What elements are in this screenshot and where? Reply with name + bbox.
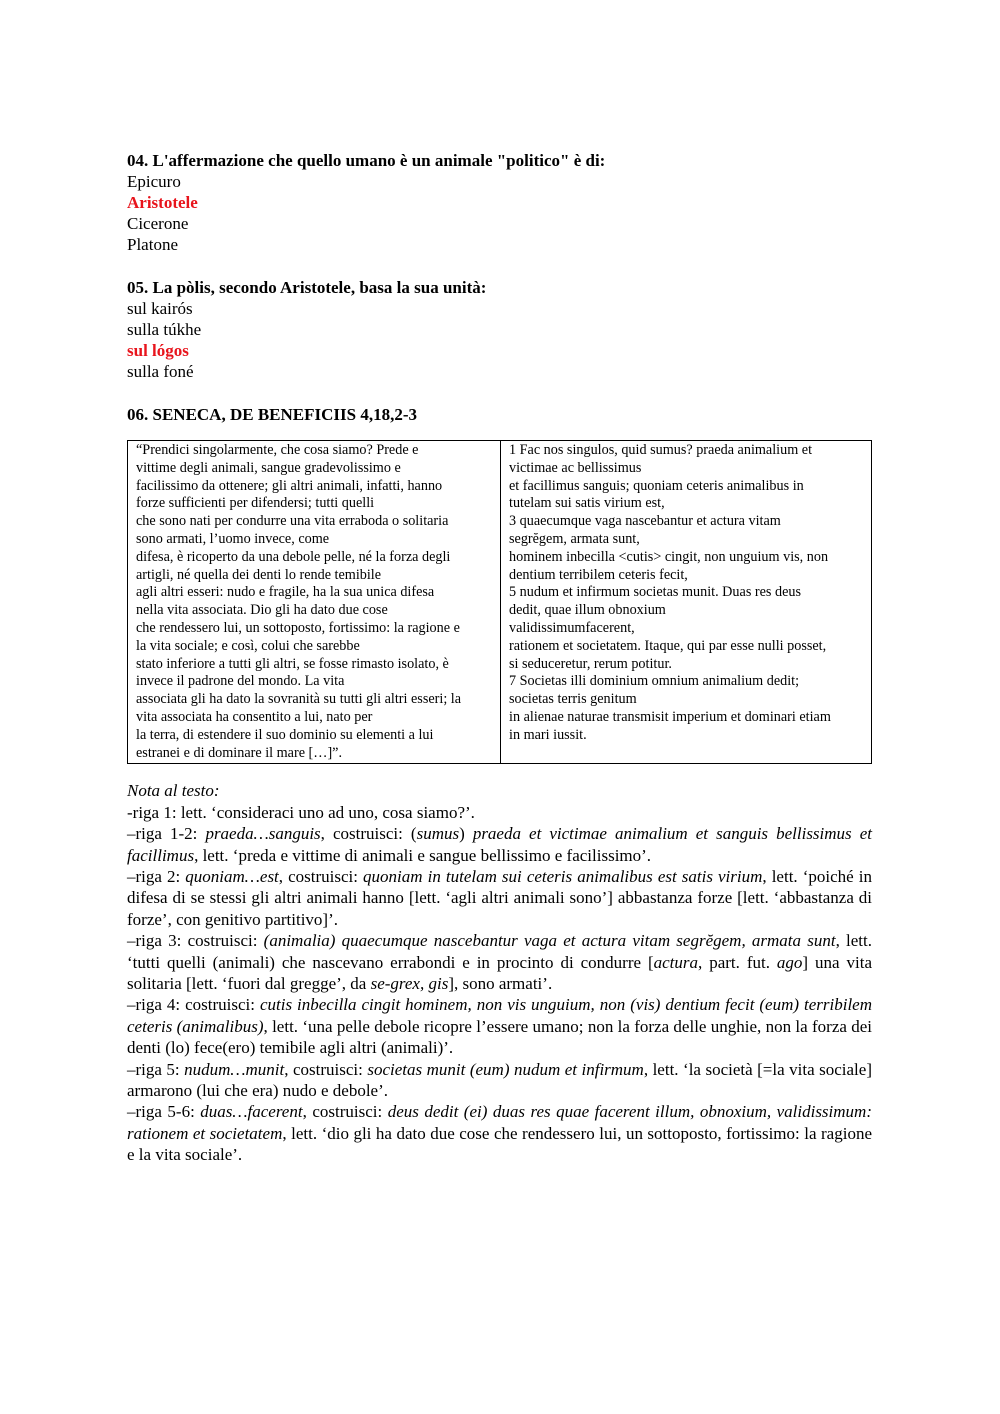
- italian-line: estranei e di dominare il mare […]”.: [136, 744, 343, 761]
- notes-heading: Nota al testo:: [127, 781, 220, 801]
- latin-line: 5 nudum et infirmum societas munit. Duas res deus: [509, 584, 801, 601]
- note-latin-phrase: duas…facerent: [200, 1102, 303, 1122]
- italian-line: invece il padrone del mondo. La vita: [136, 673, 345, 690]
- note-text: –riga 5:: [127, 1059, 185, 1079]
- note-item: [127, 1059, 872, 1102]
- note-text: , part. fut.: [698, 952, 777, 972]
- note-latin-phrase: praeda…sanguis: [205, 824, 321, 844]
- note-text: ] una vita solitaria [lett. ‘fuori dal gregge’, da: [127, 952, 872, 993]
- italian-line: che rendessero lui, un sottoposto, fortissimo: la ragione e: [136, 619, 460, 636]
- note-item: [127, 994, 872, 1058]
- italian-line: associata gli ha dato la sovranità su tutti gli altri esseri; la: [136, 691, 462, 708]
- note-latin-phrase: praeda et victimae animalium et sanguis bellissimus et facillimus: [127, 824, 872, 865]
- latin-line: dentium terribilem ceteris fecit,: [509, 566, 688, 583]
- italian-line: vita associata ha consentito a lui, nato per: [136, 708, 373, 725]
- note-text: , costruisci: (: [320, 824, 417, 844]
- note-text: , lett. ‘tutti quelli (animali) che nascevano errabondi e in procinto di condurre [: [127, 931, 873, 972]
- answer-option: Epicuro: [127, 172, 181, 191]
- italian-line: forze sufficienti per difendersi; tutti quelli: [136, 495, 375, 512]
- note-text: , costruisci:: [302, 1102, 388, 1122]
- latin-line: societas terris genitum: [509, 691, 637, 708]
- note-latin-phrase: nudum…munit: [184, 1059, 285, 1079]
- italian-line: nella vita associata. Dio gli ha dato due cose: [136, 602, 388, 619]
- note-latin-phrase: quoniam in tutelam sui ceteris animalibus est satis virium: [363, 866, 763, 886]
- latin-line: dedit, quae illum obnoxium: [509, 602, 666, 619]
- italian-line: stato inferiore a tutti gli altri, se fosse rimasto isolato, è: [136, 655, 449, 672]
- note-latin-phrase: quoniam…est: [185, 866, 279, 886]
- note-item: [127, 802, 872, 823]
- latin-line: 1 Fac nos singulos, quid sumus? praeda animalium et: [509, 442, 813, 458]
- translation-table: [127, 440, 872, 764]
- italian-line: facilissimo da ottenere; gli altri animali, infatti, hanno: [136, 477, 443, 494]
- note-latin-phrase: sumus: [416, 824, 460, 844]
- italian-line: “Prendici singolarmente, che cosa siamo? Prede e: [136, 442, 419, 458]
- question-05: [127, 277, 872, 382]
- note-text: –riga 3: costruisci:: [127, 931, 264, 951]
- italian-line: difesa, è ricoperto da una debole pelle, né la forza degli: [136, 548, 451, 565]
- latin-line: rationem et societatem. Itaque, qui par esse nulli posset,: [509, 637, 827, 654]
- latin-line: hominem inbecilla <cutis> cingit, non unguium vis, non: [509, 548, 829, 565]
- note-item: [127, 823, 872, 866]
- latin-line: victimae ac bellissimus: [509, 459, 642, 476]
- italian-line: agli altri esseri: nudo e fragile, ha la sua unica difesa: [136, 584, 435, 601]
- note-text: –riga 2:: [127, 866, 186, 886]
- note-text: , lett. ‘preda e vittime di animali e sangue bellissimo e facilissimo’.: [194, 845, 652, 865]
- italian-line: vittime degli animali, sangue gradevolissimo e: [136, 459, 401, 476]
- latin-line: et facillimus sanguis; quoniam ceteris animalibus in: [509, 477, 804, 494]
- notes-section: [127, 780, 872, 1165]
- italian-translation-cell: [128, 441, 501, 764]
- latin-line: validissimumfacerent,: [509, 619, 635, 636]
- latin-line: 7 Societas illi dominium omnium animalium dedit;: [509, 673, 800, 690]
- section-title: 06. SENECA, DE BENEFICIIS 4,18,2-3: [127, 405, 417, 424]
- note-item: [127, 1101, 872, 1165]
- note-latin-phrase: actura: [653, 952, 699, 972]
- italian-line: sono armati, l’uomo invece, come: [136, 530, 330, 547]
- latin-line: si seduceretur, rerum potitur.: [509, 655, 672, 672]
- latin-line: in mari iussit.: [509, 726, 587, 743]
- italian-line: la vita sociale; e così, colui che sarebbe: [136, 637, 360, 654]
- answer-option: Cicerone: [127, 214, 189, 233]
- answer-option: sulla foné: [127, 362, 194, 381]
- italian-line: la terra, di estendere il suo dominio su elementi a lui: [136, 726, 434, 743]
- note-text: ], sono armati’.: [448, 974, 553, 993]
- note-latin-phrase: ago: [776, 952, 803, 972]
- latin-line: in alienae naturae transmisit imperium et dominari etiam: [509, 708, 831, 725]
- latin-line: 3 quaecumque vaga nascebantur et actura vitam: [509, 513, 781, 530]
- answer-option-correct: sul lógos: [127, 341, 189, 360]
- note-latin-phrase: societas munit (eum) nudum et infirmum: [367, 1059, 644, 1079]
- note-item: [127, 866, 872, 930]
- question-04: [127, 150, 872, 255]
- answer-option: Platone: [127, 235, 178, 254]
- latin-line: segrĕgem, armata sunt,: [509, 530, 640, 547]
- question-title: 04. L'affermazione che quello umano è un animale "politico" è di:: [127, 151, 606, 170]
- note-text: –riga 4: costruisci:: [127, 995, 260, 1015]
- note-latin-phrase: cutis inbecilla cingit hominem, non vis unguium, non (vis) dentium fecit (eum) terribilem ceteris (animalibus): [127, 995, 872, 1036]
- note-latin-phrase: se-grex, gis: [370, 974, 449, 993]
- note-text: , lett. ‘la società [=la vita sociale] armarono (lui che era) nudo e debole’.: [127, 1059, 872, 1101]
- note-latin-phrase: (animalia) quaecumque nascebantur vaga et actura vitam segrĕgem, armata sunt: [263, 931, 836, 951]
- note-text: , lett. ‘una pelle debole ricopre l’essere umano; non la forza delle unghie, non la forza dei denti (lo) fece(ero) temibile agli altri (animali)’.: [127, 1016, 872, 1058]
- answer-option: sulla túkhe: [127, 320, 202, 339]
- note-text: –riga 1-2:: [127, 824, 206, 844]
- question-title: 05. La pòlis, secondo Aristotele, basa la sua unità:: [127, 278, 487, 297]
- latin-text-cell: [501, 441, 872, 764]
- italian-line: artigli, né quella dei denti lo rende temibile: [136, 566, 382, 583]
- note-text: , lett. ‘dio gli ha dato due cose che rendessero lui, un sottoposto, fortissimo: la ragione e la vita sociale’.: [127, 1123, 872, 1165]
- note-text: ): [459, 824, 473, 844]
- document-page: [127, 150, 872, 1166]
- note-item: [127, 930, 872, 994]
- note-text: , lett. ‘poiché in difesa di se stessi gli altri animali hanno [lett. ‘agli altri animali sono’] abbastanza forze [lett. ‘abbastanza di forze’, con genitivo partitivo]’.: [127, 866, 872, 929]
- italian-line: che sono nati per condurre una vita erraboda o solitaria: [136, 513, 449, 530]
- note-latin-phrase: deus dedit (ei) duas res quae facerent illum, obnoxium, validissimum: rationem et societatem: [127, 1102, 872, 1143]
- note-text: -riga 1: lett. ‘consideraci uno ad uno, cosa siamo?’.: [127, 802, 475, 822]
- answer-option-correct: Aristotele: [127, 193, 198, 212]
- note-text: , costruisci:: [278, 866, 364, 886]
- answer-option: sul kairós: [127, 299, 193, 318]
- latin-line: tutelam sui satis virium est,: [509, 495, 665, 512]
- note-text: , costruisci:: [284, 1059, 368, 1079]
- note-text: –riga 5-6:: [127, 1102, 201, 1122]
